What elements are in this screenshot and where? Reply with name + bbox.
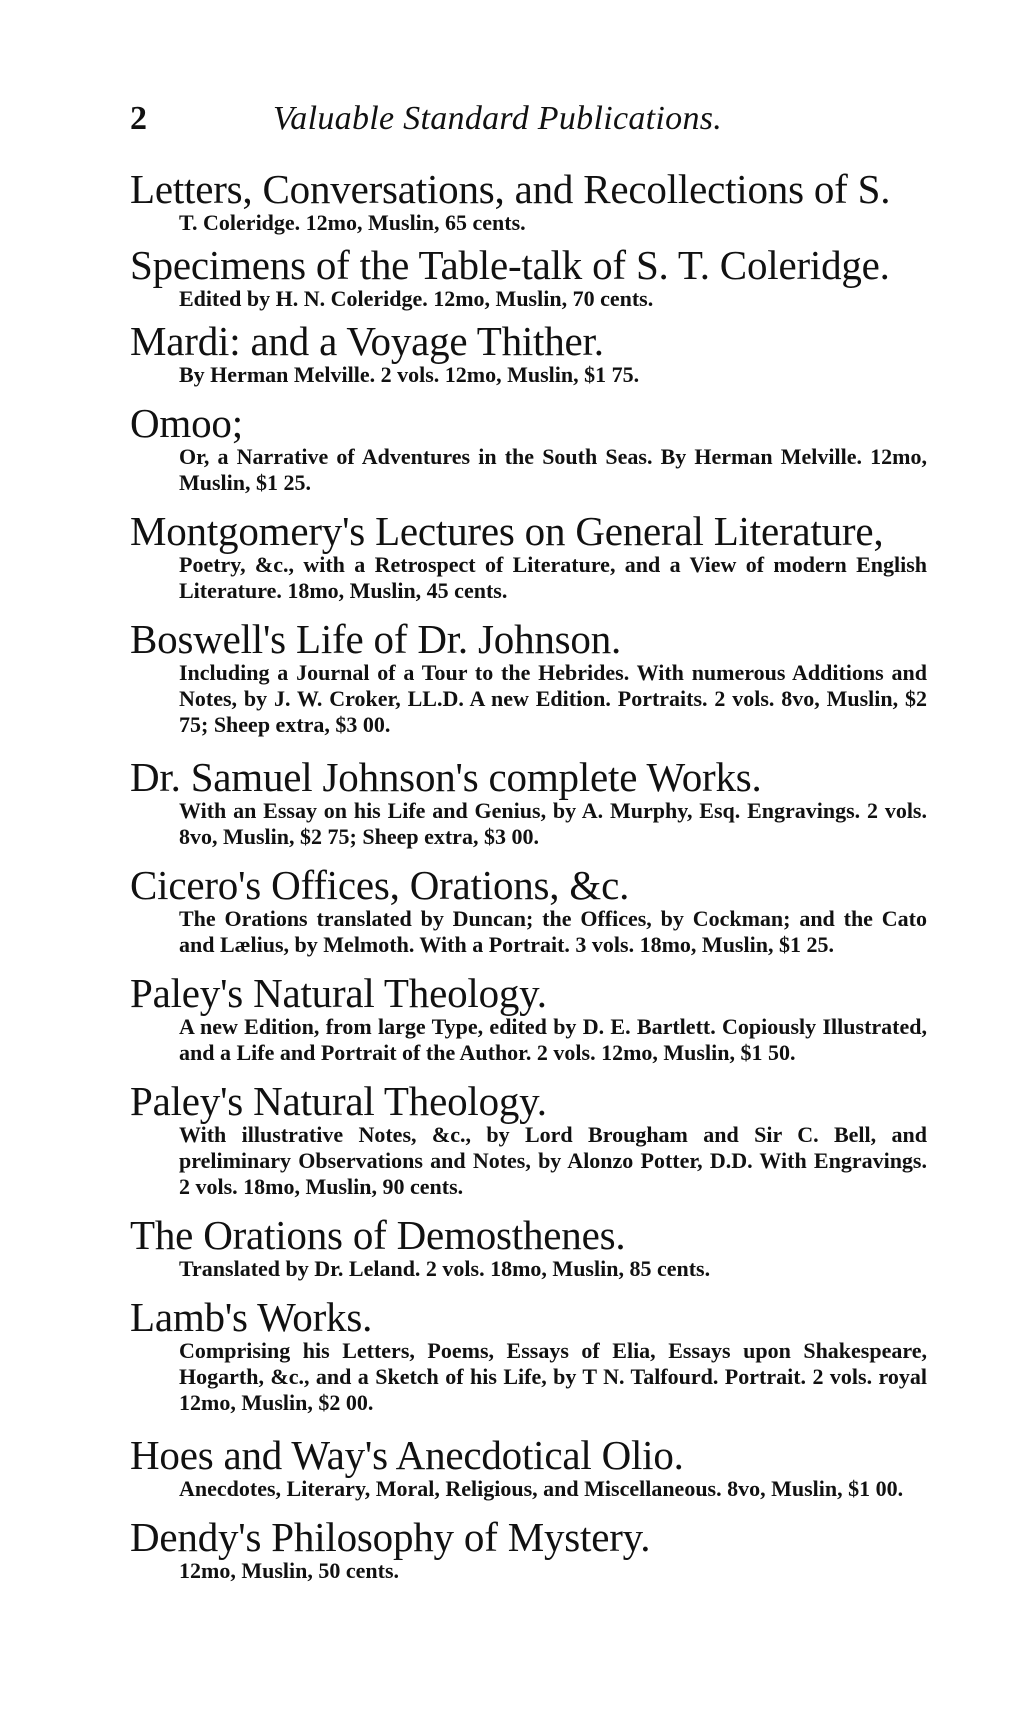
catalog-entry <box>130 756 930 850</box>
entry-description: 12mo, Muslin, 50 cents. <box>179 1558 399 1583</box>
entry-title: Paley's Natural Theology. <box>130 1078 547 1124</box>
entry-title: The Orations of Demosthenes. <box>130 1212 626 1258</box>
catalog-entry <box>130 244 930 312</box>
catalog-entry <box>130 402 930 496</box>
entry-description: By Herman Melville. 2 vols. 12mo, Muslin, $1 75. <box>179 362 640 387</box>
entry-description: With illustrative Notes, &c., by Lord Brougham and Sir C. Bell, and preliminary Observations and Notes, by Alonzo Potter, D.D. With Engravings. 2 vols. 18mo, Muslin, 90 cents. <box>179 1122 927 1199</box>
catalog-entry <box>130 320 930 388</box>
entry-description: Edited by H. N. Coleridge. 12mo, Muslin, 70 cents. <box>179 286 654 311</box>
catalog-entry <box>130 618 930 738</box>
running-title: Valuable Standard Publications. <box>273 100 723 137</box>
catalog-entry <box>130 1296 930 1416</box>
page-number: 2 <box>130 100 147 137</box>
entry-description: With an Essay on his Life and Genius, by A. Murphy, Esq. Engravings. 2 vols. 8vo, Muslin, $2 75; Sheep extra, $3 00. <box>179 798 927 849</box>
entry-title: Specimens of the Table-talk of S. T. Coleridge. <box>130 242 890 288</box>
catalog-entry <box>130 1434 930 1502</box>
catalog-entry <box>130 972 930 1066</box>
entry-title: Cicero's Offices, Orations, &c. <box>130 862 630 908</box>
catalog-entry <box>130 1214 930 1282</box>
entry-description: Or, a Narrative of Adventures in the South Seas. By Herman Melville. 12mo, Muslin, $1 25. <box>179 444 927 495</box>
catalog-entry <box>130 864 930 958</box>
entry-title: Boswell's Life of Dr. Johnson. <box>130 616 622 662</box>
catalog-entry <box>130 1516 930 1584</box>
catalog-entry <box>130 1080 930 1200</box>
entry-description: Poetry, &c., with a Retrospect of Literature, and a View of modern English Literature. 18mo, Muslin, 45 cents. <box>179 552 927 603</box>
entry-description: Anecdotes, Literary, Moral, Religious, and Miscellaneous. 8vo, Muslin, $1 00. <box>179 1476 904 1501</box>
entry-description: The Orations translated by Duncan; the Offices, by Cockman; and the Cato and Lælius, by Melmoth. With a Portrait. 3 vols. 18mo, Muslin, $1 25. <box>179 906 927 957</box>
entry-title: Lamb's Works. <box>130 1294 373 1340</box>
entry-title: Dr. Samuel Johnson's complete Works. <box>130 754 762 800</box>
entry-title: Hoes and Way's Anecdotical Olio. <box>130 1432 684 1478</box>
catalog-entry <box>130 168 930 236</box>
entry-description: Including a Journal of a Tour to the Hebrides. With numerous Additions and Notes, by J. W. Croker, LL.D. A new Edition. Portraits. 2 vols. 8vo, Muslin, $2 75; Sheep extra, $3 00. <box>179 660 927 737</box>
entry-title: Mardi: and a Voyage Thither. <box>130 318 604 364</box>
entry-description: T. Coleridge. 12mo, Muslin, 65 cents. <box>179 210 526 235</box>
entry-title: Montgomery's Lectures on General Literature, <box>130 508 884 554</box>
entry-title: Dendy's Philosophy of Mystery. <box>130 1514 651 1560</box>
entry-description: Comprising his Letters, Poems, Essays of Elia, Essays upon Shakespeare, Hogarth, &c., and a Sketch of his Life, by T N. Talfourd. Portrait. 2 vols. royal 12mo, Muslin, $2 00. <box>179 1338 927 1415</box>
catalog-content <box>130 100 930 1596</box>
entry-title: Omoo; <box>130 400 243 446</box>
entry-title: Paley's Natural Theology. <box>130 970 547 1016</box>
entry-description: A new Edition, from large Type, edited by D. E. Bartlett. Copiously Illustrated, and a Life and Portrait of the Author. 2 vols. 12mo, Muslin, $1 50. <box>179 1014 927 1065</box>
entry-description: Translated by Dr. Leland. 2 vols. 18mo, Muslin, 85 cents. <box>179 1256 711 1281</box>
catalog-entry <box>130 510 930 604</box>
entry-title: Letters, Conversations, and Recollections of S. <box>130 166 891 212</box>
running-head <box>130 100 930 150</box>
